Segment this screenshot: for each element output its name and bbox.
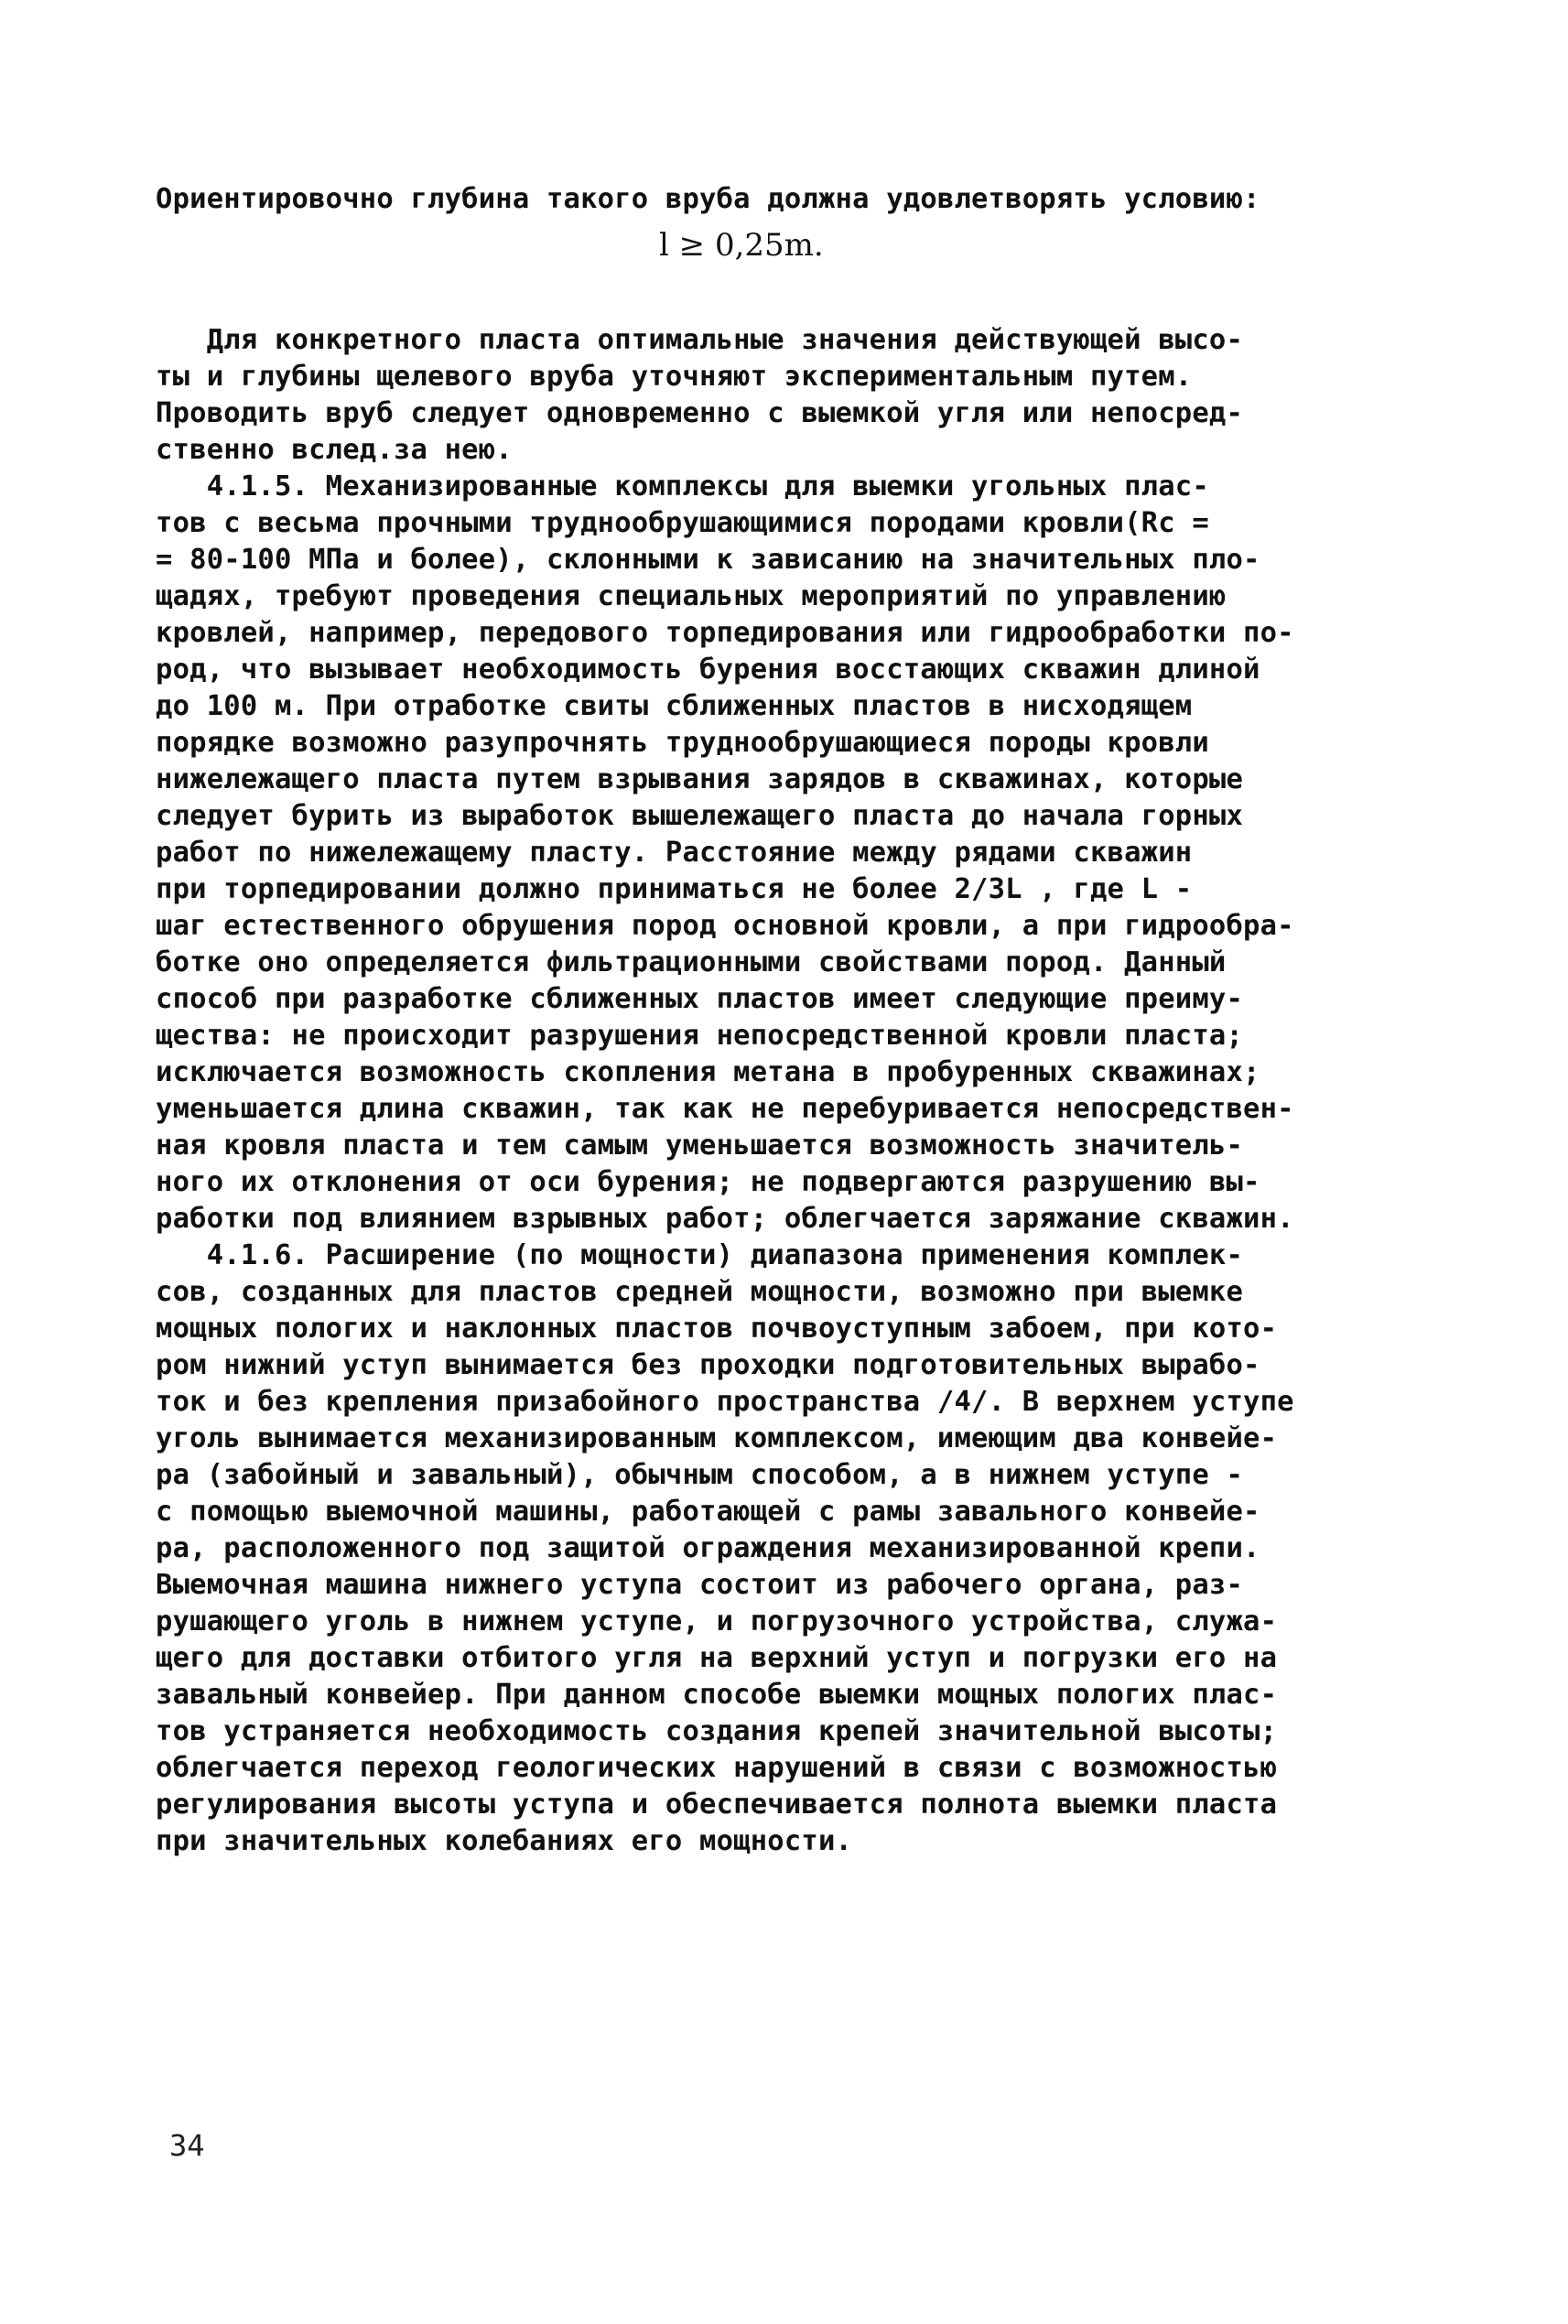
text-line: ты и глубины щелевого вруба уточняют экспериментальным путем. [156,361,1193,393]
text-line: тов с весьма прочными труднообрушающимися породами кровли(Rc = [156,507,1209,539]
text-line: следует бурить из выработок вышележащего пласта до начала горных [156,800,1244,832]
page-number: 34 [169,2128,205,2163]
text-line: мощных пологих и наклонных пластов почвоуступным забоем, при кото- [156,1313,1278,1345]
text-line: рушающего уголь в нижнем уступе, и погрузочного устройства, служа- [156,1605,1278,1638]
text-line: тов устраняется необходимость создания крепей значительной высоты; [156,1715,1278,1747]
text-line: Выемочная машина нижнего уступа состоит из рабочего органа, раз- [156,1569,1244,1601]
text-line: ного их отклонения от оси бурения; не подвергаются разрушению вы- [156,1166,1260,1198]
text-line: ра (забойный и завальный), обычным способом, а в нижнем уступе - [156,1459,1244,1491]
text-line: 4.1.5. Механизированные комплексы для выемки угольных плас- [156,470,1209,503]
formula: l ≥ 0,25m. [659,227,824,264]
text-line: = 80-100 МПа и более), склонными к зависанию на значительных пло- [156,544,1260,576]
text-line: исключается возможность скопления метана в пробуренных скважинах; [156,1056,1260,1088]
text-line: ток и без крепления призабойного пространства /4/. В верхнем уступе [156,1386,1294,1418]
text-line: ром нижний уступ вынимается без проходки подготовительных вырабо- [156,1349,1260,1381]
text-line: при значительных колебаниях его мощности. [156,1825,853,1857]
text-line: Проводить вруб следует одновременно с выемкой угля или непосред- [156,397,1244,429]
text-line: порядке возможно разупрочнять труднообрушающиеся породы кровли [156,727,1209,759]
text-line: сов, созданных для пластов средней мощности, возможно при выемке [156,1276,1244,1308]
text-line: до 100 м. При отработке свиты сближенных пластов в нисходящем [156,690,1193,722]
text-line: работ по нижележащему пласту. Расстояние между рядами скважин [156,837,1193,869]
text-line: 4.1.6. Расширение (по мощности) диапазона применения комплек- [156,1239,1244,1271]
text-line: род, что вызывает необходимость бурения восстающих скважин длиной [156,654,1260,686]
text-line: щего для доставки отбитого угля на верхний уступ и погрузки его на [156,1642,1278,1674]
text-line: работки под влиянием взрывных работ; облегчается заряжание скважин. [156,1203,1294,1235]
text-line: шаг естественного обрушения пород основной кровли, а при гидрообра- [156,910,1294,942]
text-line: ная кровля пласта и тем самым уменьшается возможность значитель- [156,1130,1244,1162]
text-line: Для конкретного пласта оптимальные значения действующей высо- [156,324,1244,356]
text-line: нижележащего пласта путем взрывания зарядов в скважинах, которые [156,763,1244,795]
text-line: ботке оно определяется фильтрационными свойствами пород. Данный [156,946,1227,978]
text-line: регулирования высоты уступа и обеспечивается полнота выемки пласта [156,1789,1278,1821]
intro-line: Ориентировочно глубина такого вруба должна удовлетворять условию: [156,183,1260,215]
text-line: кровлей, например, передового торпедирования или гидрообработки по- [156,617,1294,649]
text-line: ственно вслед.за нею. [156,434,513,466]
text-line: завальный конвейер. При данном способе выемки мощных пологих плас- [156,1679,1278,1711]
text-line: при торпедировании должно приниматься не более 2/3L , где L - [156,873,1193,905]
text-line: уголь вынимается механизированным комплексом, имеющим два конвейе- [156,1422,1278,1454]
text-line: щества: не происходит разрушения непосредственной кровли пласта; [156,1020,1244,1052]
text-line: ра, расположенного под защитой ограждения механизированной крепи. [156,1532,1260,1564]
text-line: с помощью выемочной машины, работающей с рамы завального конвейе- [156,1496,1260,1528]
text-line: щадях, требуют проведения специальных мероприятий по управлению [156,580,1227,612]
text-line: облегчается переход геологических нарушений в связи с возможностью [156,1752,1278,1784]
text-line: уменьшается длина скважин, так как не перебуривается непосредствен- [156,1093,1294,1125]
text-line: способ при разработке сближенных пластов имеет следующие преиму- [156,983,1244,1015]
